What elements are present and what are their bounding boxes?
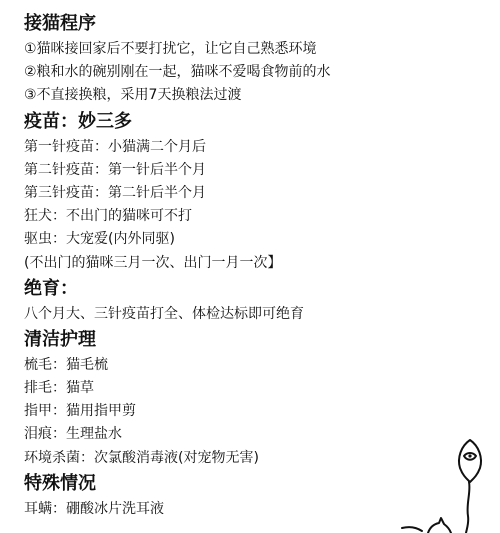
text-line: 指甲：猫用指甲剪 [24,403,136,420]
text-line: 排毛：猫草 [24,380,94,397]
text-line: 狂犬：不出门的猫咪可不打 [24,208,192,225]
section-heading: 疫苗：妙三多 [24,110,132,132]
text-line: ②粮和水的碗别刚在一起，猫咪不爱喝食物前的水 [24,64,331,81]
text-line: ③不直接换粮，采用7天换粮法过渡 [24,87,242,104]
section-heading: 清洁护理 [24,328,96,350]
text-line: (不出门的猫咪三月一次、出门一月一次】 [24,254,282,271]
text-line: 八个月大、三针疫苗打全、体检达标即可绝育 [24,305,304,322]
balloon-cat-doodle-icon [398,432,500,533]
text-line: 耳螨：硼酸冰片洗耳液 [24,500,164,517]
section-heading: 特殊情况 [24,472,96,494]
section-neuter [24,275,464,326]
section-heading: 接猫程序 [24,13,96,34]
text-line: ①猫咪接回家后不要打扰它，让它自己熟悉环境 [24,41,317,57]
text-line: 第三针疫苗：第二针后半个月 [24,184,206,201]
text-line: 驱虫：大宠爱(内外同驱) [24,231,175,248]
text-line: 第一针疫苗：小猫满二个月后 [24,138,206,155]
text-line: 环境杀菌：次氯酸消毒液(对宠物无害) [24,449,259,466]
section-heading: 绝育： [24,277,78,299]
text-line: 第二针疫苗：第一针后半个月 [24,161,206,178]
text-line: 泪痕：生理盐水 [24,426,122,443]
text-line: 梳毛：猫毛梳 [24,356,108,373]
section-adoption [24,10,464,108]
section-vaccine [24,108,464,275]
